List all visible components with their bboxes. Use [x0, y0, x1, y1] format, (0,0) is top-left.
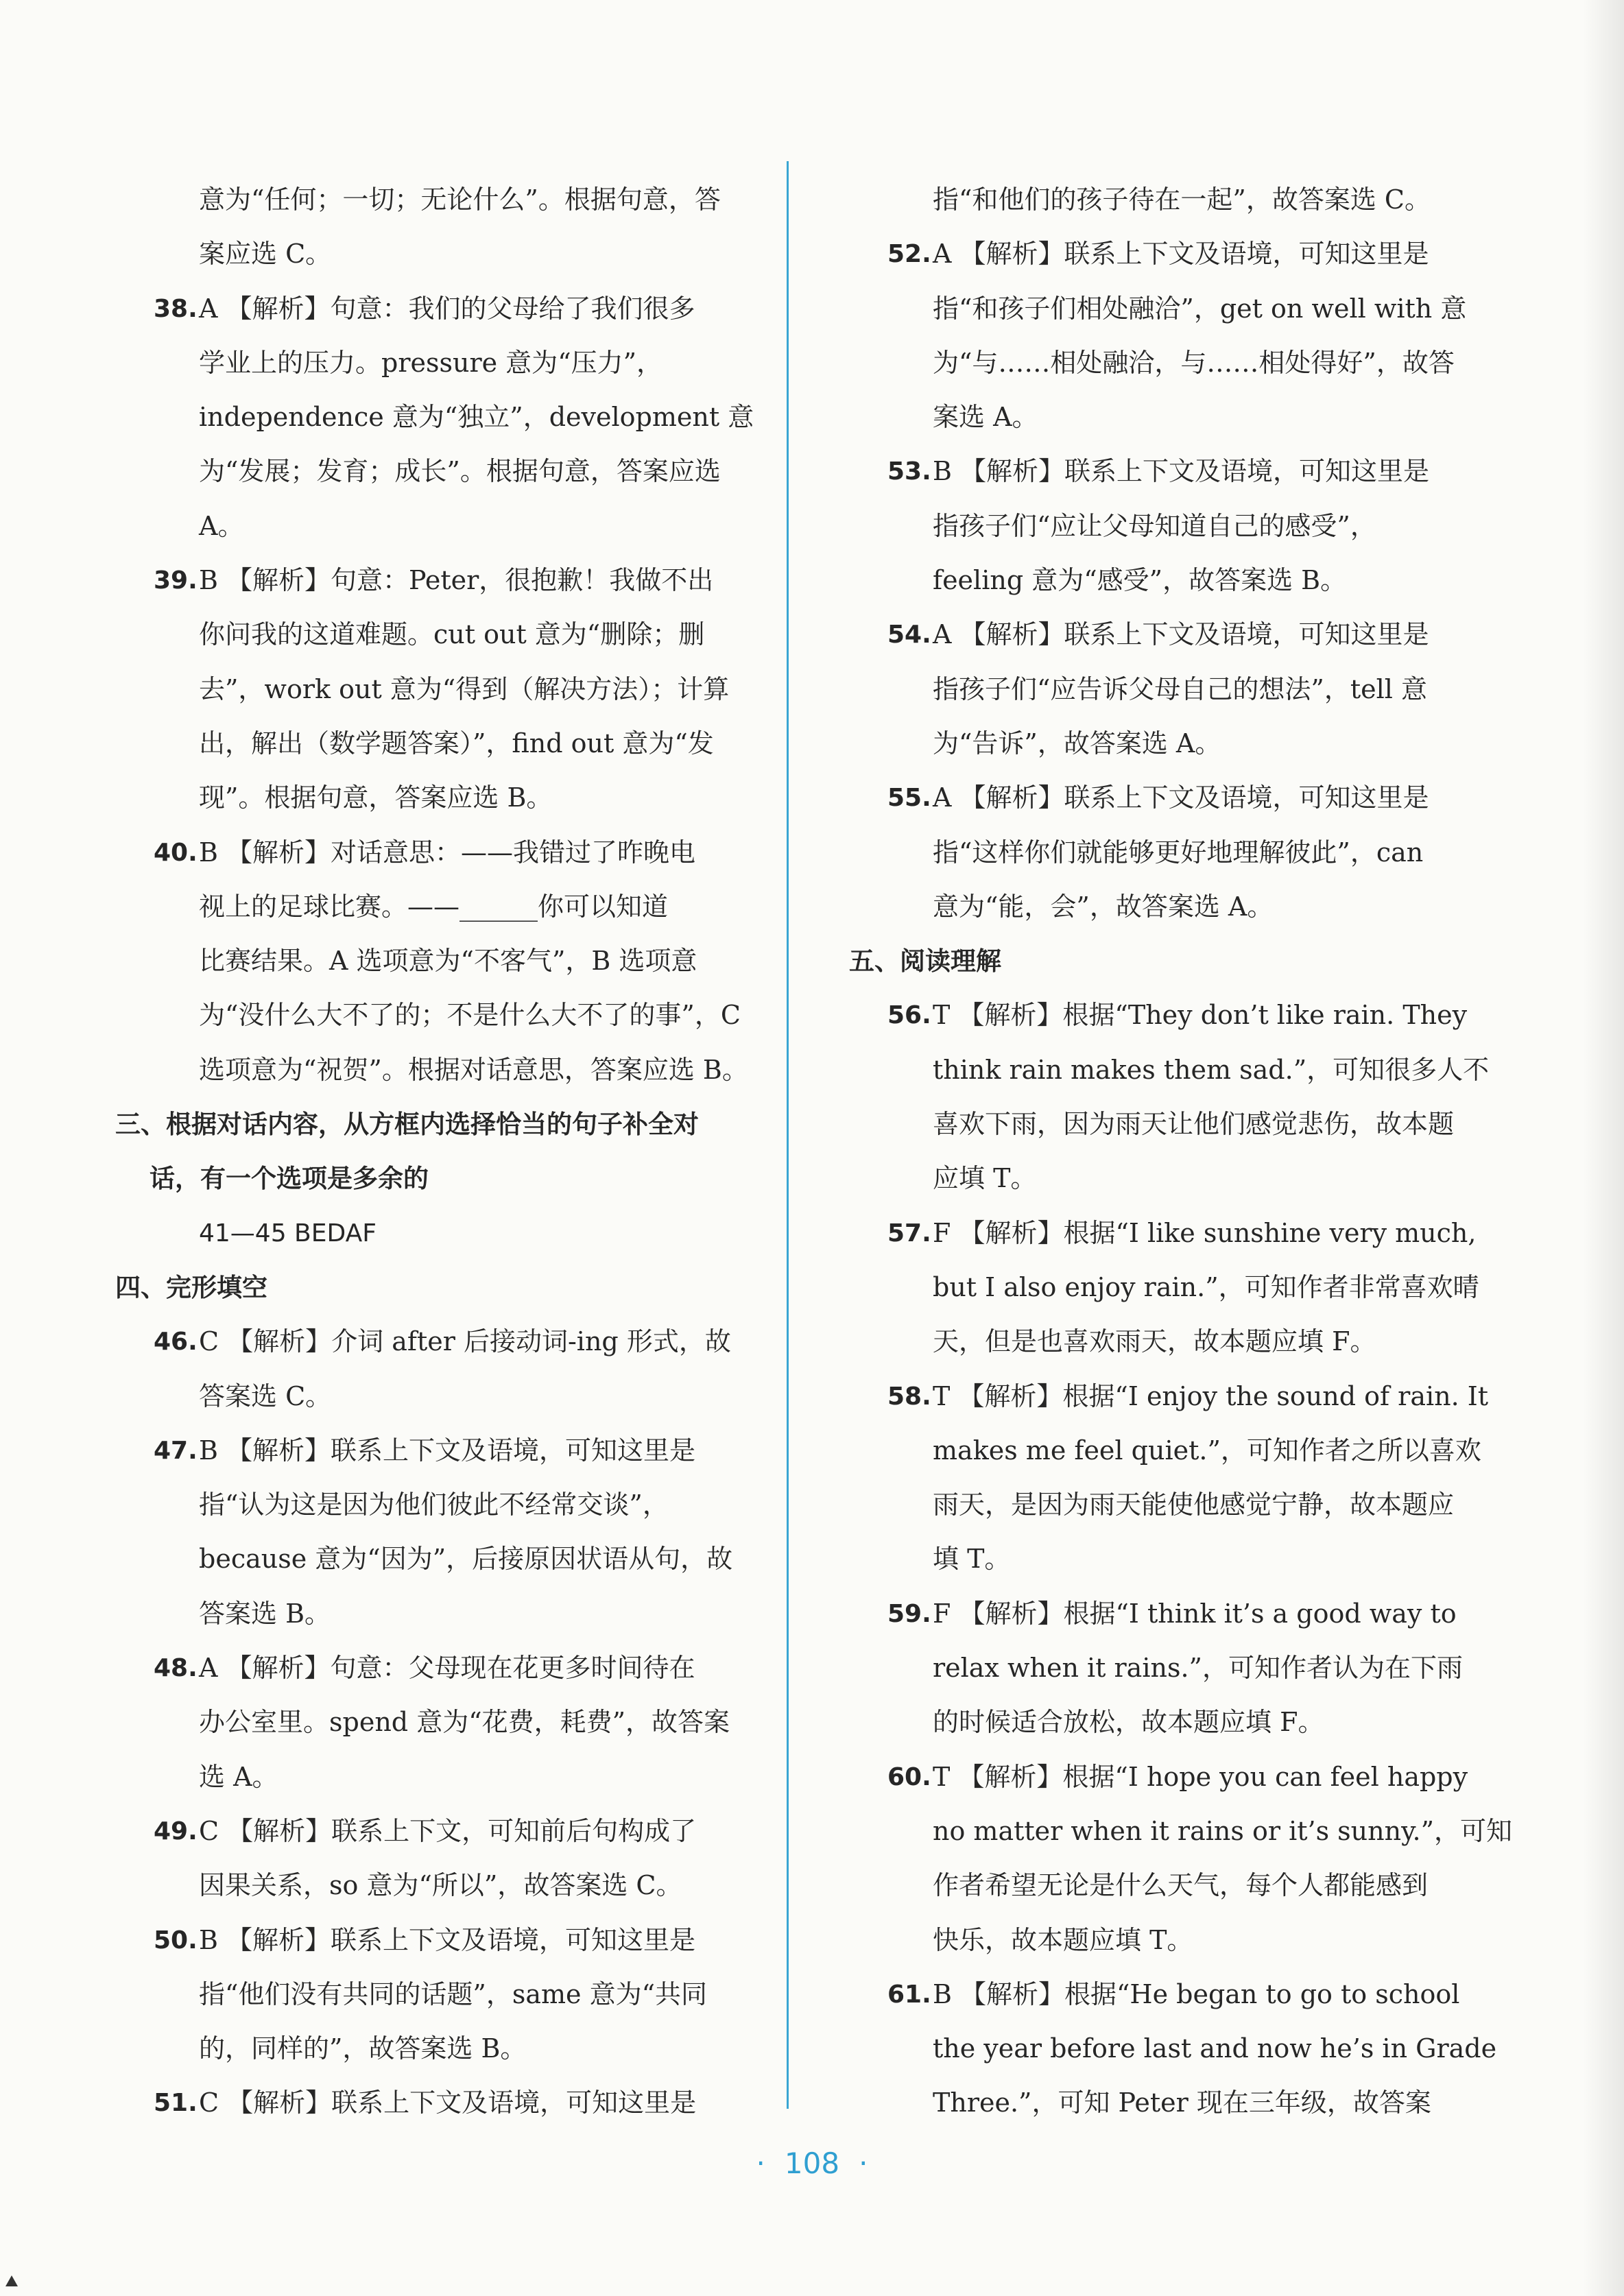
text-line: 选项意为“祝贺”。根据对话意思，答案应选 B。 — [199, 1054, 748, 1085]
text-line: feeling 意为“感受”，故答案选 B。 — [933, 565, 1347, 596]
answer-item — [115, 553, 738, 608]
text-line: 案选 A。 — [933, 402, 1038, 433]
text-line: 去”，work out 意为“得到（解决方法）；计算 — [199, 673, 730, 704]
text-line: 视上的足球比赛。——______你可以知道 — [199, 891, 669, 922]
item-number: 56. — [887, 1001, 931, 1030]
item-number: 60. — [887, 1762, 931, 1791]
text-line: because 意为“因为”，后接原因状语从句，故 — [199, 1544, 733, 1575]
item-number: 38. — [154, 294, 198, 323]
answer-item — [115, 282, 738, 336]
item-number: 58. — [887, 1382, 931, 1411]
item-number: 52. — [887, 240, 931, 269]
item-text: F 【解析】根据“I like sunshine very much, — [933, 1217, 1477, 1248]
item-text: F 【解析】根据“I think it’s a good way to — [933, 1598, 1457, 1629]
text-line: 指“认为这是因为他们彼此不经常交谈”， — [199, 1490, 669, 1520]
text-line: 意为“任何；一切；无论什么”。根据句意，答 — [199, 184, 721, 215]
item-text: C 【解析】联系上下文及语境，可知这里是 — [199, 2088, 697, 2118]
corner-mark-icon — [5, 2275, 18, 2286]
text-line: but I also enjoy rain.”，可知作者非常喜欢晴 — [933, 1271, 1479, 1302]
answer-item — [115, 826, 738, 880]
text-line: 案应选 C。 — [199, 239, 332, 270]
answer-item — [849, 1587, 1457, 1641]
section-heading-continued: 话，有一个选项是多余的 — [150, 1164, 429, 1194]
item-text: T 【解析】根据“They don’t like rain. They — [933, 1000, 1468, 1031]
item-text: A 【解析】句意：我们的父母给了我们很多 — [199, 293, 695, 324]
answer-item — [849, 1750, 1468, 1804]
text-line: 学业上的压力。pressure 意为“压力”， — [199, 347, 663, 378]
answer-item — [115, 2076, 738, 2130]
item-text: B 【解析】联系上下文及语境，可知这里是 — [933, 456, 1430, 487]
item-number: 50. — [154, 1926, 198, 1954]
item-number: 40. — [154, 838, 198, 867]
text-line: independence 意为“独立”，development 意 — [199, 402, 754, 433]
item-number: 59. — [887, 1599, 931, 1628]
item-text: A 【解析】句意：父母现在花更多时间待在 — [199, 1653, 695, 1684]
text-line: A。 — [199, 510, 244, 541]
answer-item — [849, 444, 1435, 499]
item-number: 46. — [154, 1328, 198, 1356]
item-text: C 【解析】介词 after 后接动词-ing 形式，故 — [199, 1326, 731, 1357]
answer-item — [849, 988, 1468, 1042]
text-line: the year before last and now he’s in Grade — [933, 2033, 1497, 2064]
text-line: relax when it rains.”，可知作者认为在下雨 — [933, 1653, 1463, 1684]
item-number: 49. — [154, 1817, 198, 1845]
text-line: 选 A。 — [199, 1761, 278, 1792]
item-text: C 【解析】联系上下文，可知前后句构成了 — [199, 1815, 697, 1846]
column-divider — [787, 161, 789, 2109]
text-line: 指“这样你们就能够更好地理解彼此”，can — [933, 837, 1424, 868]
text-line: 的，同样的”，故答案选 B。 — [199, 2033, 527, 2064]
answer-item — [849, 227, 1435, 281]
answer-item — [115, 1424, 738, 1478]
section-heading: 四、完形填空 — [115, 1272, 267, 1302]
text-line: 指孩子们“应告诉父母自己的想法”，tell 意 — [933, 673, 1427, 704]
text-line: 快乐，故本题应填 T。 — [933, 1924, 1193, 1955]
answer-item — [115, 1804, 738, 1858]
answer-item — [849, 771, 1435, 825]
text-line: makes me feel quiet.”，可知作者之所以喜欢 — [933, 1435, 1481, 1466]
item-number: 55. — [887, 784, 931, 813]
text-line: 你问我的这道难题。cut out 意为“删除；删 — [199, 619, 705, 650]
text-line: think rain makes them sad.”，可知很多人不 — [933, 1054, 1490, 1085]
text-line: 应填 T。 — [933, 1163, 1037, 1194]
text-line: 答案选 B。 — [199, 1598, 331, 1629]
page-number: 108 — [784, 2146, 840, 2180]
text-line: 为“发展；发育；成长”。根据句意，答案应选 — [199, 456, 721, 487]
item-text: B 【解析】根据“He began to go to school — [933, 1978, 1460, 2009]
section-heading: 三、根据对话内容，从方框内选择恰当的句子补全对 — [115, 1110, 699, 1140]
item-number: 51. — [154, 2089, 198, 2118]
text-line: 现”。根据句意，答案应选 B。 — [199, 782, 553, 813]
item-text: B 【解析】对话意思：——我错过了昨晚电 — [199, 837, 696, 868]
text-line: 意为“能，会”，故答案选 A。 — [933, 891, 1274, 922]
text-line: 答案选 C。 — [199, 1380, 332, 1411]
footer-dot-left: · — [756, 2146, 765, 2180]
text-line: 天，但是也喜欢雨天，故本题应填 F。 — [933, 1326, 1376, 1357]
answer-item — [849, 608, 1435, 662]
text-line: no matter when it rains or it’s sunny.”，可知 — [933, 1815, 1513, 1846]
item-number: 48. — [154, 1654, 198, 1683]
text-line: 填 T。 — [933, 1544, 1011, 1575]
answer-item — [115, 1315, 738, 1369]
text-line: 为“没什么大不了的；不是什么大不了的事”，C — [199, 1000, 741, 1031]
item-number: 54. — [887, 621, 931, 649]
text-line: Three.”，可知 Peter 现在三年级，故答案 — [933, 2088, 1431, 2118]
text-line: 为“与……相处融洽，与……相处得好”，故答 — [933, 347, 1455, 378]
item-number: 47. — [154, 1436, 198, 1465]
left-column — [115, 173, 754, 2131]
answer-item — [849, 1206, 1477, 1260]
answer-item — [115, 1913, 738, 1968]
text-line: 办公室里。spend 意为“花费，耗费”，故答案 — [199, 1707, 730, 1738]
item-text: B 【解析】句意：Peter，很抱歉！我做不出 — [199, 565, 714, 596]
page-edge-shadow — [1583, 0, 1624, 2296]
item-text: T 【解析】根据“I enjoy the sound of rain. It — [933, 1380, 1489, 1411]
text-line: 出，解出（数学题答案）”，find out 意为“发 — [199, 728, 714, 758]
text-line: 雨天，是因为雨天能使他感觉宁静，故本题应 — [933, 1490, 1455, 1520]
text-line: 因果关系，so 意为“所以”，故答案选 C。 — [199, 1870, 682, 1901]
item-text: T 【解析】根据“I hope you can feel happy — [933, 1761, 1468, 1792]
text-line: 喜欢下雨，因为雨天让他们感觉悲伤，故本题 — [933, 1109, 1455, 1140]
answer-group: 41—45 BEDAF — [199, 1219, 377, 1247]
item-number: 61. — [887, 1980, 931, 2009]
footer-dot-right: · — [859, 2146, 868, 2180]
right-column — [849, 173, 1513, 2131]
text-line: 为“告诉”，故答案选 A。 — [933, 728, 1221, 758]
answer-item — [849, 1370, 1489, 1424]
answer-item — [115, 1641, 738, 1695]
text-line: 指孩子们“应让父母知道自己的感受”， — [933, 510, 1376, 541]
item-number: 57. — [887, 1219, 931, 1247]
text-line: 指“和孩子们相处融洽”，get on well with 意 — [933, 293, 1467, 324]
page-footer — [0, 2146, 1624, 2180]
text-line: 作者希望无论是什么天气，每个人都能感到 — [933, 1870, 1429, 1901]
item-text: A 【解析】联系上下文及语境，可知这里是 — [933, 239, 1429, 270]
text-line: 指“他们没有共同的话题”，same 意为“共同 — [199, 1978, 708, 2009]
item-text: A 【解析】联系上下文及语境，可知这里是 — [933, 782, 1429, 813]
item-text: A 【解析】联系上下文及语境，可知这里是 — [933, 619, 1429, 650]
item-number: 39. — [154, 566, 198, 595]
item-text: B 【解析】联系上下文及语境，可知这里是 — [199, 1924, 696, 1955]
answer-item — [849, 1968, 1460, 2022]
section-heading: 五、阅读理解 — [849, 946, 1001, 977]
item-number: 53. — [887, 457, 931, 486]
text-line: 指“和他们的孩子待在一起”，故答案选 C。 — [933, 184, 1431, 215]
text-line: 的时候适合放松，故本题应填 F。 — [933, 1707, 1324, 1738]
text-line: 比赛结果。A 选项意为“不客气”，B 选项意 — [199, 946, 697, 977]
item-text: B 【解析】联系上下文及语境，可知这里是 — [199, 1435, 696, 1466]
